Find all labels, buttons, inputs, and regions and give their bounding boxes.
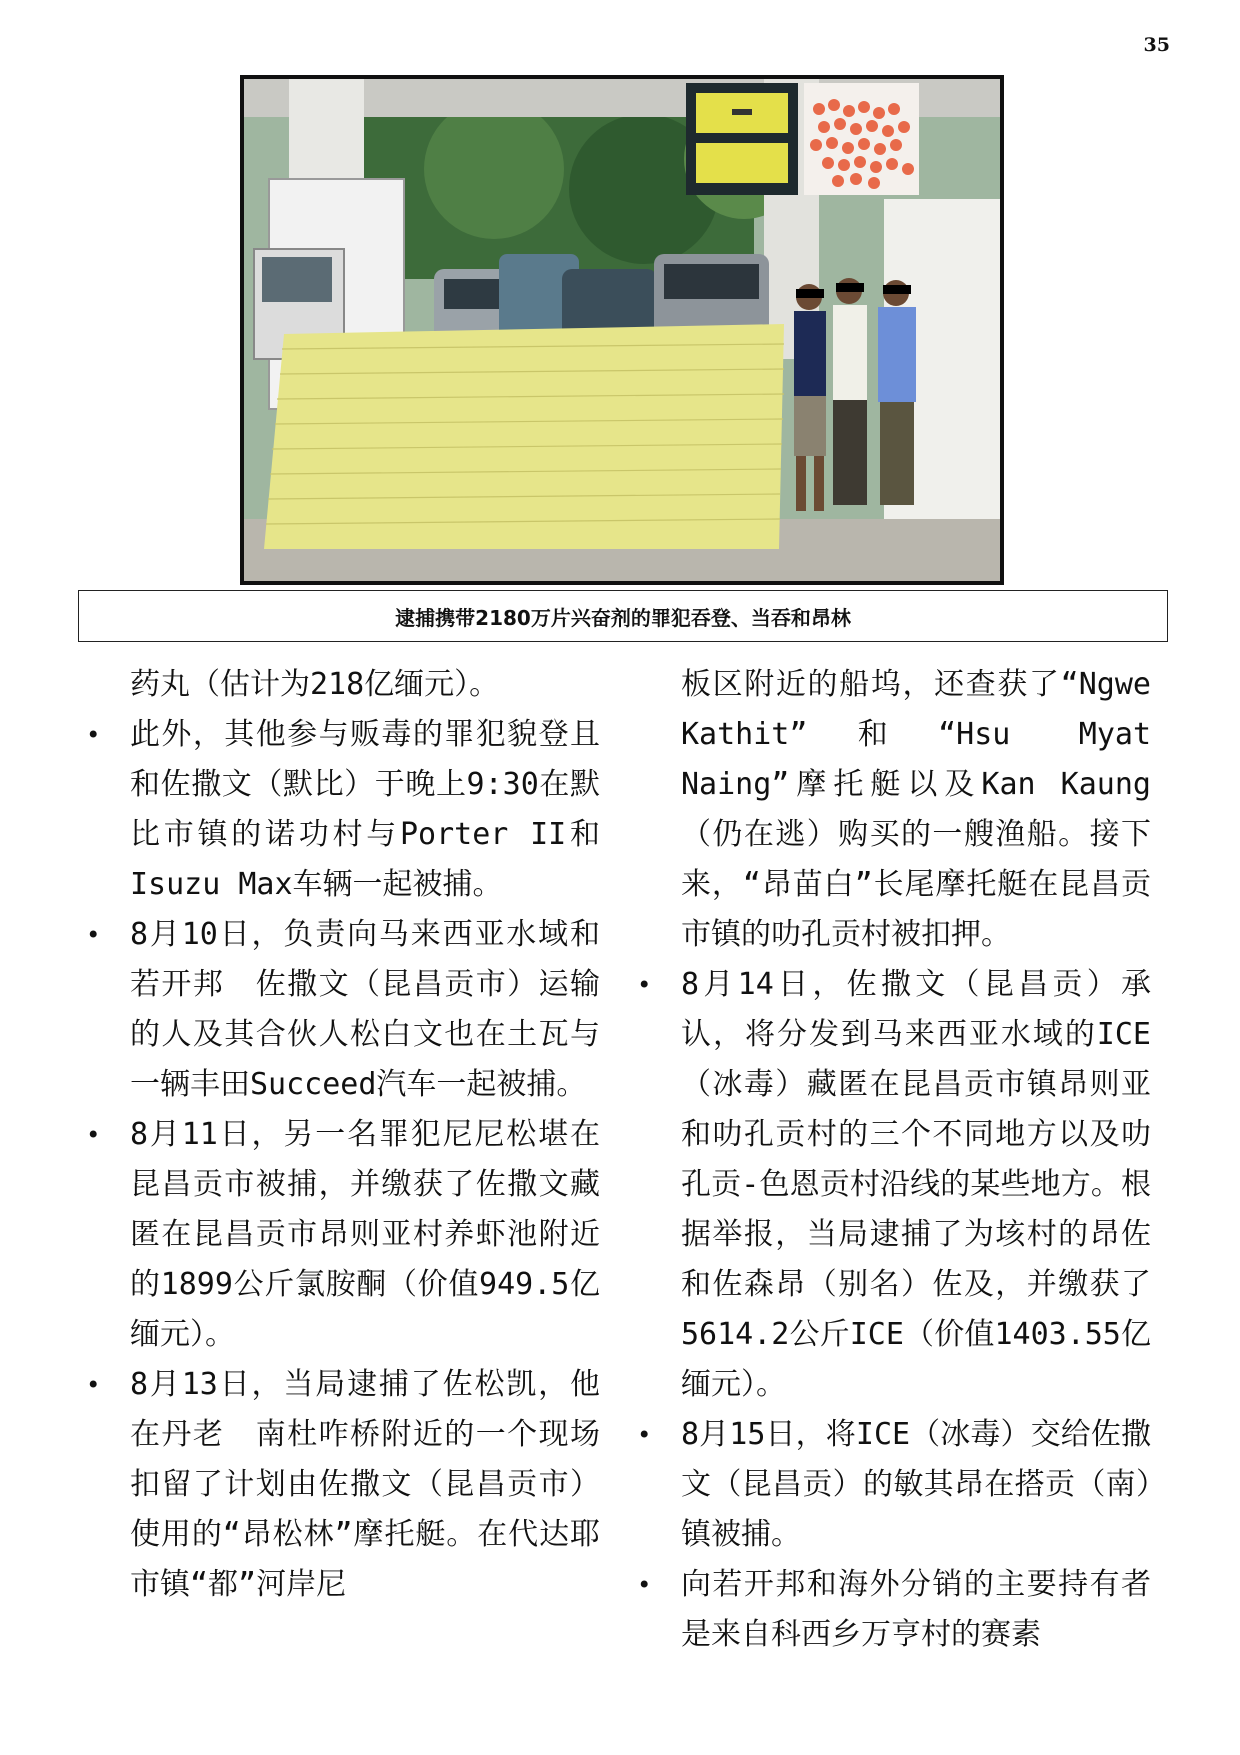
- right-column: [681, 660, 1151, 1660]
- right-bullet-list: [681, 960, 1151, 1660]
- list-item: • 8月14日，佐撒文（昆昌贡）承认，将分发到马来西亚水域的ICE（冰毒）藏匿在昆昌贡市镇昂则亚和叻孔贡村的三个不同地方以及叻孔贡-色恩贡村沿线的某些地方。根据举报，当局逮捕了为垓村的昂佐和佐森昂（别名）佐及，并缴获了5614.2公斤ICE（价值1403.55亿缅元）。: [681, 960, 1151, 1410]
- seizure-photo: [240, 75, 1004, 585]
- list-item: • 8月15日，将ICE（冰毒）交给佐撒文（昆昌贡）的敏其昂在搭贡（南）镇被捕。: [681, 1410, 1151, 1560]
- left-continuation-text: 药丸（估计为218亿缅元）。: [130, 667, 500, 702]
- list-item: • 8月13日，当局逮捕了佐松凯，他在丹老 南杜咋桥附近的一个现场扣留了计划由佐撒文（昆昌贡市）使用的“昂松林”摩托艇。在代达耶市镇“都”河岸尼: [130, 1360, 600, 1610]
- list-item: • 此外，其他参与贩毒的罪犯貌登且和佐撒文（默比）于晚上9:30在默比市镇的诺功村与Porter II和Isuzu Max车辆一起被捕。: [130, 710, 600, 910]
- list-item: • 向若开邦和海外分销的主要持有者是来自科西乡万亨村的赛素: [681, 1560, 1151, 1660]
- figure-caption: 逮捕携带2180万片兴奋剂的罪犯吞登、当吞和昂林: [78, 590, 1168, 642]
- left-column: [130, 660, 600, 1610]
- seizure-photo-illustration: [244, 79, 1000, 581]
- left-bullet-list: [130, 710, 600, 1610]
- list-item: • 8月10日，负责向马来西亚水域和若开邦 佐撒文（昆昌贡市）运输的人及其合伙人松白文也在土瓦与一辆丰田Succeed汽车一起被捕。: [130, 910, 600, 1110]
- page-number: 35: [1143, 34, 1170, 56]
- list-item: • 8月11日，另一名罪犯尼尼松堪在昆昌贡市被捕，并缴获了佐撒文藏匿在昆昌贡市昂则亚村养虾池附近的1899公斤氯胺酮（价值949.5亿缅元）。: [130, 1110, 600, 1360]
- right-continuation-text: 板区附近的船坞，还查获了“Ngwe Kathit”和“Hsu Myat Naing”摩托艇以及Kan Kaung（仍在逃）购买的一艘渔船。接下来，“昂苗白”长尾摩托艇在昆昌贡市镇的叻孔贡村被扣押。: [681, 667, 1151, 952]
